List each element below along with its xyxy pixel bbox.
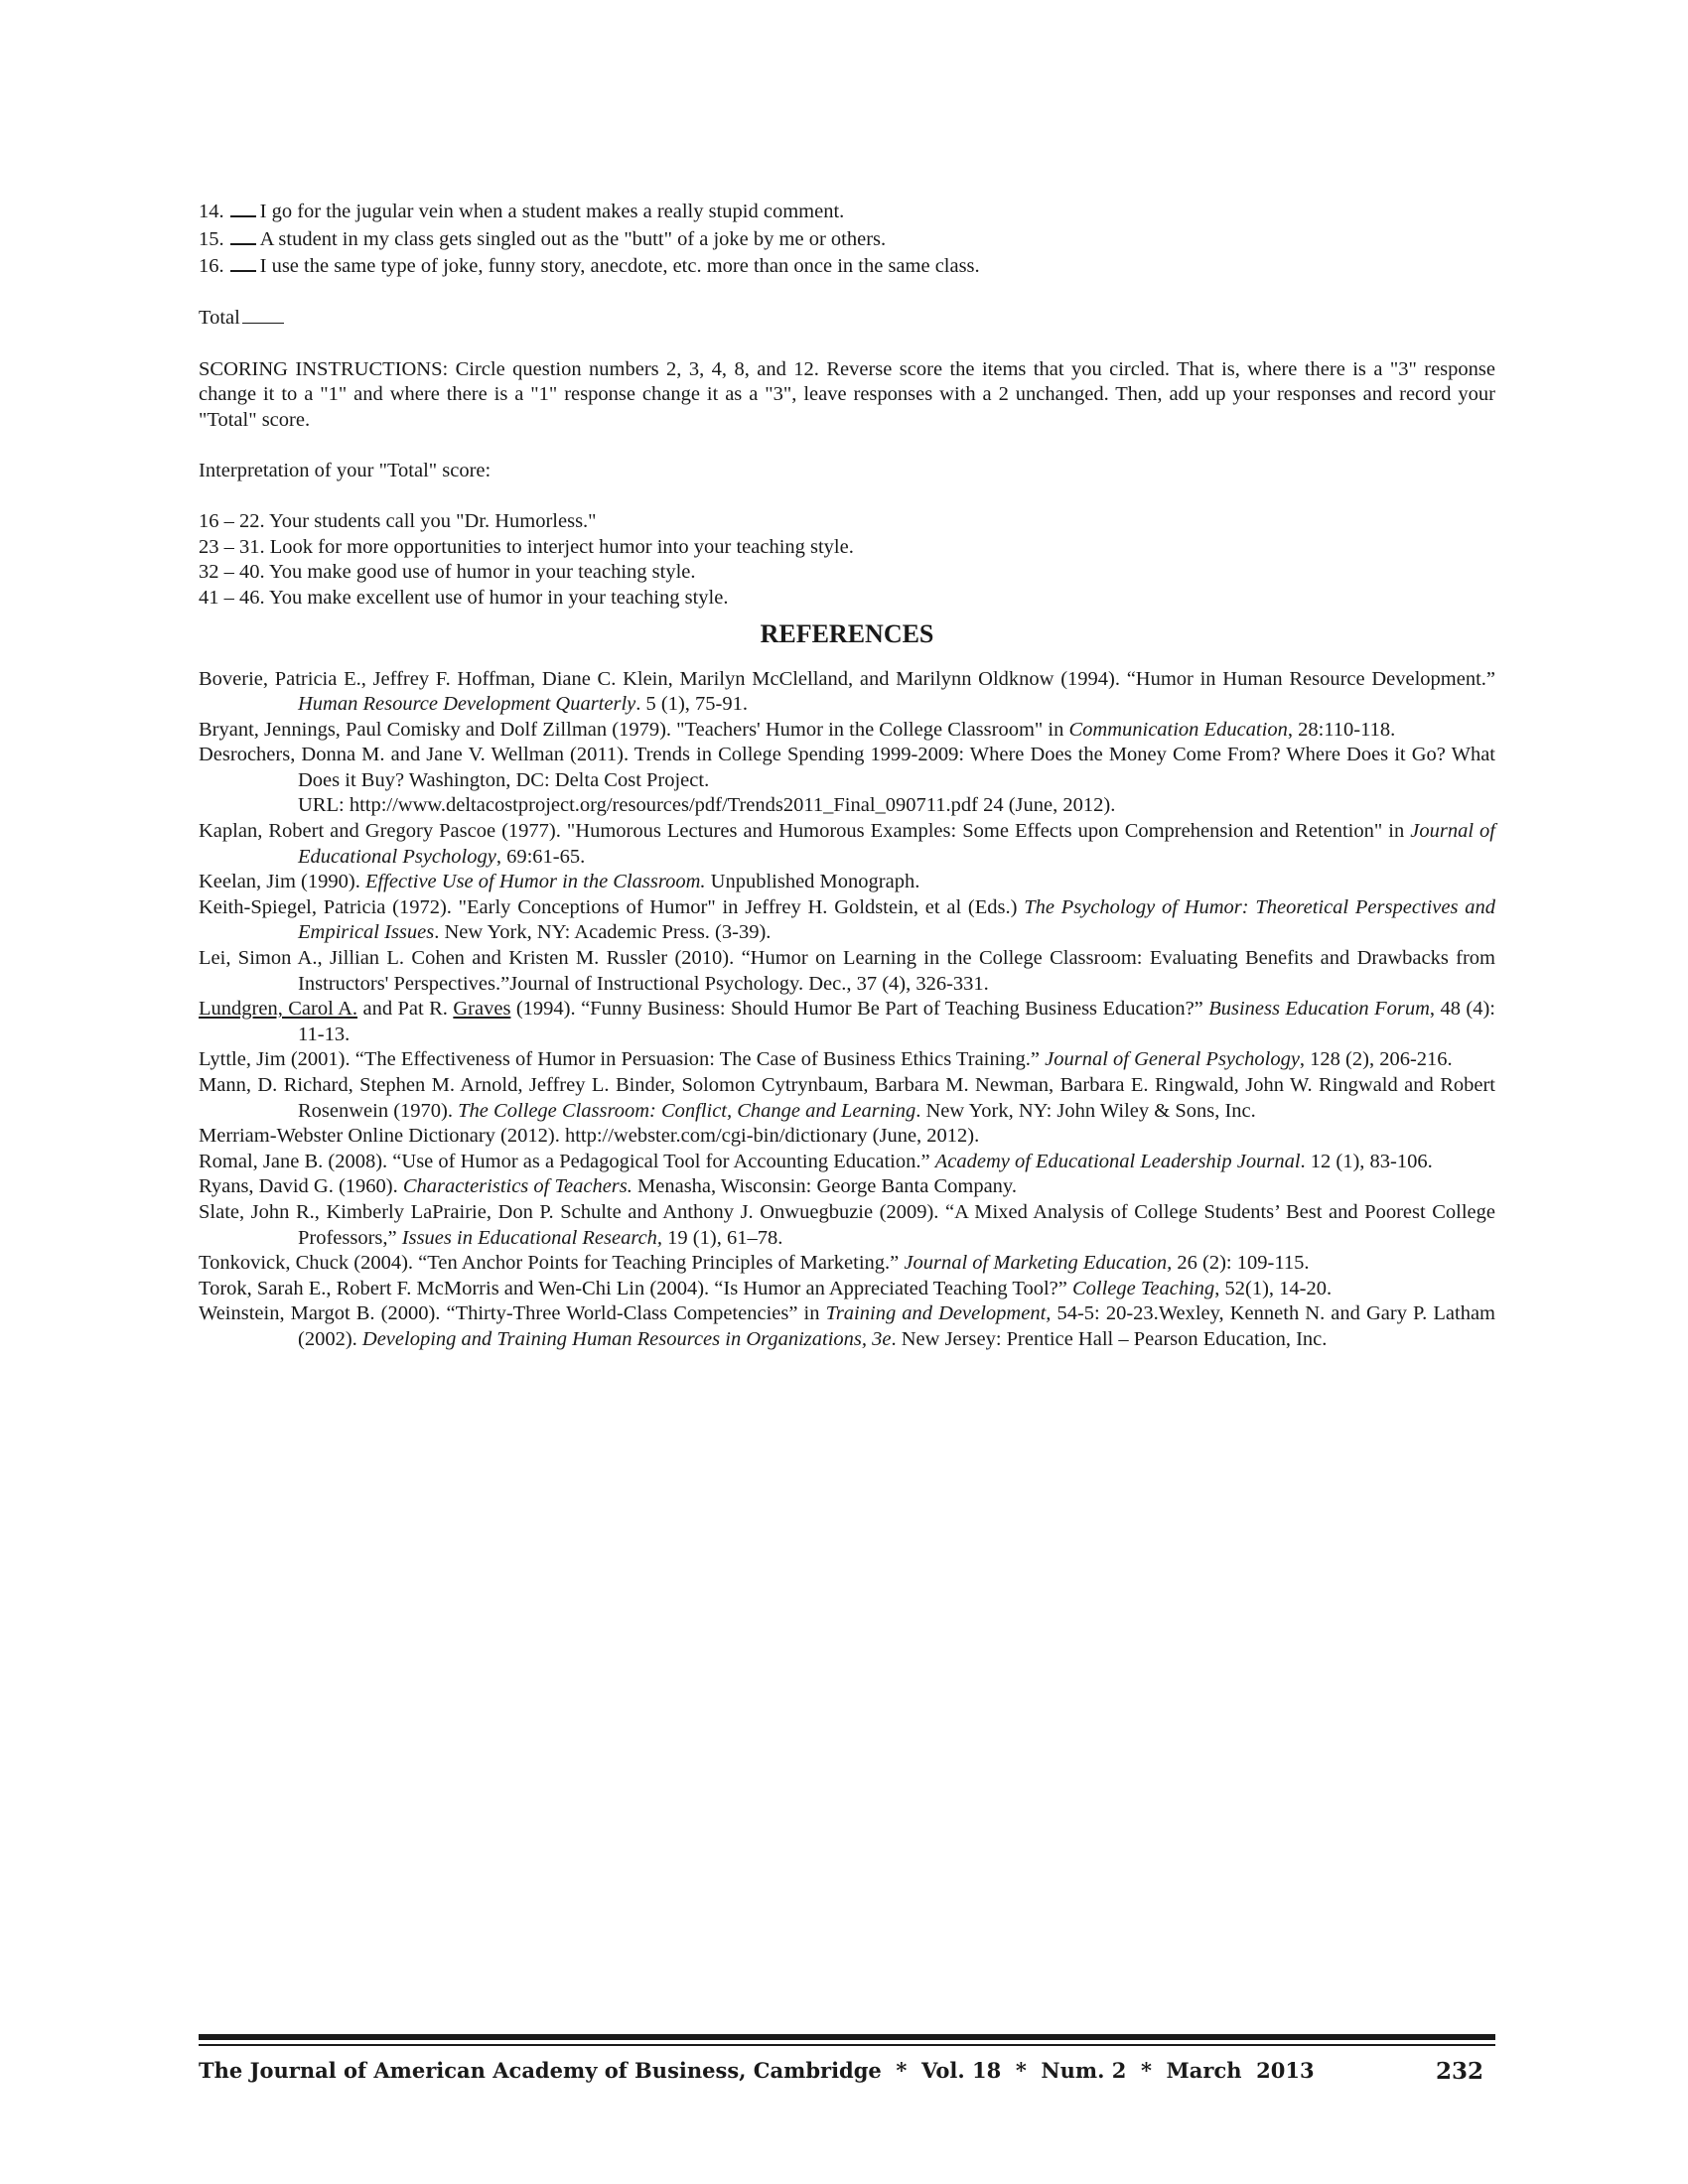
questionnaire-item [199,198,1495,225]
reference-entry: Keelan, Jim (1990). Effective Use of Humor in the Classroom. Unpublished Monograph. [199,871,920,893]
interpretation-line: 16 – 22. Your students call you "Dr. Humorless." [199,510,597,533]
reference-url: URL: http://www.deltacostproject.org/resources/pdf/Trends2011_Final_090711.pdf 24 (June, 2012). [298,794,1116,817]
scoring-instructions: SCORING INSTRUCTIONS: Circle question numbers 2, 3, 4, 8, and 12. Reverse score the items that you circled. That is, where there is a "3" response change it to a "1" and where there is a "1" response change it as a "3", leave responses with a 2 unchanged. Then, add up your responses and record your "Total" score. [199,357,1495,431]
page-footer [199,2058,1495,2085]
total-line [199,305,1495,332]
answer-blank [230,252,256,272]
interpretation-heading: Interpretation of your "Total" score: [199,459,492,481]
reference-entry: Lundgren, Carol A. and Pat R. Graves (1994). “Funny Business: Should Humor Be Part of Teaching Business Education?” Business Education Forum, 48 (4): 11-13. [199,998,1495,1045]
item-number: 14. [199,201,224,222]
footer-rule-thin [199,2044,1495,2046]
reference-entry: Lei, Simon A., Jillian L. Cohen and Kristen M. Russler (2010). “Humor on Learning in the College Classroom: Evaluating Benefits and Drawbacks from Instructors' Perspectives.”Journal of Instructional Psychology. Dec., 37 (4), 326-331. [199,947,1495,995]
reference-entry: Lyttle, Jim (2001). “The Effectiveness of Humor in Persuasion: The Case of Business Ethics Training.” Journal of General Psychology, 128 (2), 206-216. [199,1048,1453,1071]
item-text: A student in my class gets singled out as the "butt" of a joke by me or others. [259,227,887,250]
total-label: Total [199,307,240,330]
item-number: 15. [199,227,224,250]
item-text: I go for the jugular vein when a student makes a really stupid comment. [259,201,845,222]
interpretation-line: 23 – 31. Look for more opportunities to interject humor into your teaching style. [199,535,854,558]
reference-entry: Bryant, Jennings, Paul Comisky and Dolf Zillman (1979). "Teachers' Humor in the College Classroom" in Communication Education, 28:110-118. [199,718,1396,741]
journal-citation: The Journal of American Academy of Business, Cambridge * Vol. 18 * Num. 2 * March 2013 [199,2058,1315,2083]
item-text: I use the same type of joke, funny story, anecdote, etc. more than once in the same class. [259,255,980,278]
reference-entry: Romal, Jane B. (2008). “Use of Humor as a Pedagogical Tool for Accounting Education.” Academy of Educational Leadership Journal. 12 (1), 83-106. [199,1150,1433,1172]
footer-rule-thick [199,2034,1495,2040]
reference-entry: Torok, Sarah E., Robert F. McMorris and Wen-Chi Lin (2004). “Is Humor an Appreciated Teaching Tool?” College Teaching, 52(1), 14-20. [199,1277,1333,1299]
reference-entry: Tonkovick, Chuck (2004). “Ten Anchor Points for Teaching Principles of Marketing.” Journal of Marketing Education, 26 (2): 109-115. [199,1252,1310,1275]
questionnaire-item [199,252,1495,280]
reference-entry: Ryans, David G. (1960). Characteristics of Teachers. Menasha, Wisconsin: George Banta Company. [199,1175,1017,1198]
answer-blank [230,198,256,217]
reference-entry: Mann, D. Richard, Stephen M. Arnold, Jeffrey L. Binder, Solomon Cytrynbaum, Barbara M. Newman, Barbara E. Ringwald, John W. Ringwald and Robert Rosenwein (1970). The College Classroom: Conflict, Change and Learning. New York, NY: John Wiley & Sons, Inc. [199,1074,1495,1122]
reference-entry: Slate, John R., Kimberly LaPrairie, Don P. Schulte and Anthony J. Onwuegbuzie (2009). “A Mixed Analysis of College Students’ Best and Poorest College Professors,” Issues in Educational Research, 19 (1), 61–78. [199,1200,1495,1249]
interpretation-line: 32 – 40. You make good use of humor in your teaching style. [199,561,696,584]
interpretation-line: 41 – 46. You make excellent use of humor in your teaching style. [199,586,729,609]
item-number: 16. [199,255,224,278]
total-blank [242,305,284,324]
reference-entry: Boverie, Patricia E., Jeffrey F. Hoffman, Diane C. Klein, Marilyn McClelland, and Marilynn Oldknow (1994). “Humor in Human Resource Development.” Human Resource Development Quarterly. 5 (1), 75-91. [199,667,1495,716]
reference-entry: Kaplan, Robert and Gregory Pascoe (1977). "Humorous Lectures and Humorous Examples: Some Effects upon Comprehension and Retention" in Journal of Educational Psychology, 69:61-65. [199,820,1495,868]
questionnaire-item [199,225,1495,253]
reference-entry: Desrochers, Donna M. and Jane V. Wellman (2011). Trends in College Spending 1999-2009: Where Does the Money Come From? Where Does it Go? What Does it Buy? Washington, DC: Delta Cost Project. URL: http://www.deltacostproject.org/resources/pdf/Trends2011_Final_090711.pdf 24 (June, 2012). [199,743,1495,819]
references-heading: REFERENCES [760,618,934,648]
reference-entry: Keith-Spiegel, Patricia (1972). "Early Conceptions of Humor" in Jeffrey H. Goldstein, et al (Eds.) The Psychology of Humor: Theoretical Perspectives and Empirical Issues. New York, NY: Academic Press. (3-39). [199,895,1495,944]
page-number: 232 [1435,2058,1483,2085]
reference-entry: Weinstein, Margot B. (2000). “Thirty-Three World-Class Competencies” in Training and Development, 54-5: 20-23.Wexley, Kenneth N. and Gary P. Latham (2002). Developing and Training Human Resources in Organizations, 3e. New Jersey: Prentice Hall – Pearson Education, Inc. [199,1302,1495,1350]
page-content [199,198,1495,1353]
answer-blank [230,225,256,245]
reference-entry: Merriam-Webster Online Dictionary (2012). http://webster.com/cgi-bin/dictionary (June, 2012). [199,1125,980,1148]
